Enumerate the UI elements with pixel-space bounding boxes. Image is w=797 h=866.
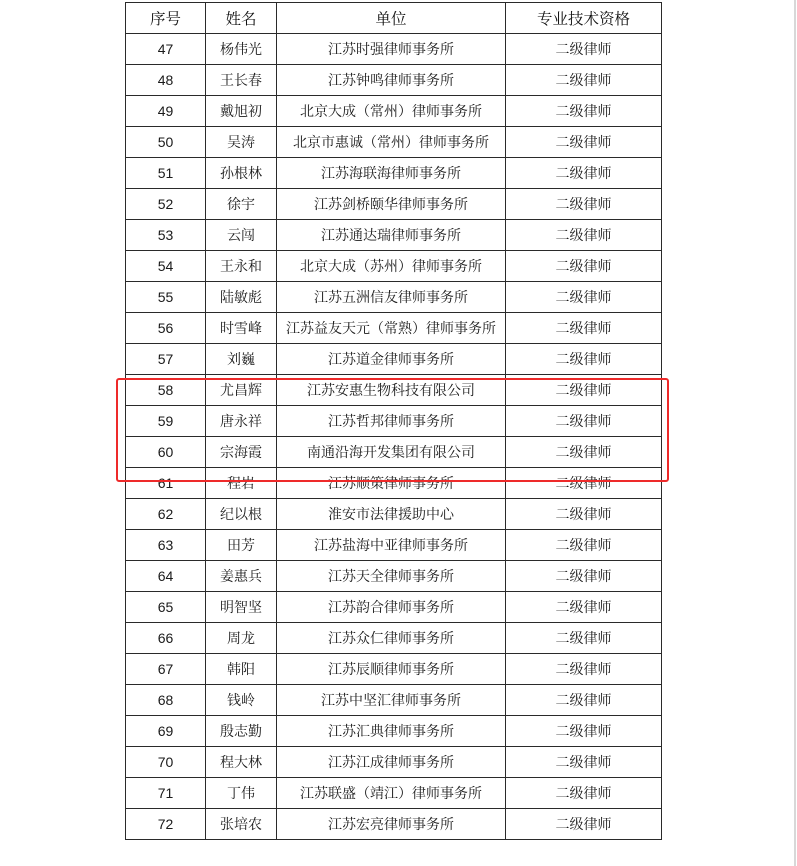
row-unit: 江苏顺策律师事务所 bbox=[277, 468, 506, 499]
row-qualification: 二级律师 bbox=[506, 406, 662, 437]
row-number: 70 bbox=[126, 747, 206, 778]
table-row bbox=[126, 251, 662, 282]
row-qualification: 二级律师 bbox=[506, 158, 662, 189]
row-number: 56 bbox=[126, 313, 206, 344]
table-row bbox=[126, 96, 662, 127]
row-qualification: 二级律师 bbox=[506, 65, 662, 96]
row-name: 刘巍 bbox=[206, 344, 277, 375]
row-name: 张培农 bbox=[206, 809, 277, 840]
row-qualification: 二级律师 bbox=[506, 344, 662, 375]
table-row bbox=[126, 220, 662, 251]
row-number: 61 bbox=[126, 468, 206, 499]
row-name: 吴涛 bbox=[206, 127, 277, 158]
row-unit: 江苏天全律师事务所 bbox=[277, 561, 506, 592]
row-unit: 江苏益友天元（常熟）律师事务所 bbox=[277, 313, 506, 344]
row-number: 48 bbox=[126, 65, 206, 96]
row-name: 宗海霞 bbox=[206, 437, 277, 468]
row-number: 65 bbox=[126, 592, 206, 623]
roster-table bbox=[125, 2, 662, 840]
table-row bbox=[126, 437, 662, 468]
row-qualification: 二级律师 bbox=[506, 468, 662, 499]
row-unit: 北京大成（苏州）律师事务所 bbox=[277, 251, 506, 282]
row-number: 50 bbox=[126, 127, 206, 158]
row-name: 杨伟光 bbox=[206, 34, 277, 65]
header-unit: 单位 bbox=[277, 3, 506, 34]
header-number: 序号 bbox=[126, 3, 206, 34]
row-unit: 江苏中坚汇律师事务所 bbox=[277, 685, 506, 716]
header-qualification: 专业技术资格 bbox=[506, 3, 662, 34]
row-qualification: 二级律师 bbox=[506, 561, 662, 592]
row-name: 陆敏彪 bbox=[206, 282, 277, 313]
row-qualification: 二级律师 bbox=[506, 313, 662, 344]
row-unit: 江苏盐海中亚律师事务所 bbox=[277, 530, 506, 561]
row-qualification: 二级律师 bbox=[506, 623, 662, 654]
row-number: 63 bbox=[126, 530, 206, 561]
row-qualification: 二级律师 bbox=[506, 251, 662, 282]
row-name: 王长春 bbox=[206, 65, 277, 96]
row-qualification: 二级律师 bbox=[506, 282, 662, 313]
row-number: 49 bbox=[126, 96, 206, 127]
row-number: 54 bbox=[126, 251, 206, 282]
row-qualification: 二级律师 bbox=[506, 220, 662, 251]
row-qualification: 二级律师 bbox=[506, 530, 662, 561]
row-qualification: 二级律师 bbox=[506, 747, 662, 778]
table-row bbox=[126, 282, 662, 313]
row-number: 59 bbox=[126, 406, 206, 437]
table-row bbox=[126, 623, 662, 654]
row-name: 王永和 bbox=[206, 251, 277, 282]
table-row bbox=[126, 127, 662, 158]
row-qualification: 二级律师 bbox=[506, 189, 662, 220]
row-number: 51 bbox=[126, 158, 206, 189]
table-row bbox=[126, 809, 662, 840]
row-qualification: 二级律师 bbox=[506, 592, 662, 623]
row-number: 60 bbox=[126, 437, 206, 468]
row-name: 姜惠兵 bbox=[206, 561, 277, 592]
row-number: 72 bbox=[126, 809, 206, 840]
table-row bbox=[126, 716, 662, 747]
row-unit: 江苏时强律师事务所 bbox=[277, 34, 506, 65]
row-unit: 江苏安惠生物科技有限公司 bbox=[277, 375, 506, 406]
row-number: 66 bbox=[126, 623, 206, 654]
table-row bbox=[126, 406, 662, 437]
row-unit: 江苏通达瑞律师事务所 bbox=[277, 220, 506, 251]
row-name: 时雪峰 bbox=[206, 313, 277, 344]
row-qualification: 二级律师 bbox=[506, 499, 662, 530]
table-row bbox=[126, 778, 662, 809]
row-qualification: 二级律师 bbox=[506, 34, 662, 65]
row-qualification: 二级律师 bbox=[506, 809, 662, 840]
row-unit: 北京市惠诚（常州）律师事务所 bbox=[277, 127, 506, 158]
row-name: 田芳 bbox=[206, 530, 277, 561]
row-qualification: 二级律师 bbox=[506, 437, 662, 468]
row-number: 69 bbox=[126, 716, 206, 747]
row-unit: 江苏汇典律师事务所 bbox=[277, 716, 506, 747]
row-qualification: 二级律师 bbox=[506, 654, 662, 685]
row-number: 55 bbox=[126, 282, 206, 313]
table-row bbox=[126, 65, 662, 96]
row-name: 韩阳 bbox=[206, 654, 277, 685]
row-name: 程岩 bbox=[206, 468, 277, 499]
row-unit: 江苏五洲信友律师事务所 bbox=[277, 282, 506, 313]
row-name: 唐永祥 bbox=[206, 406, 277, 437]
row-number: 47 bbox=[126, 34, 206, 65]
row-number: 57 bbox=[126, 344, 206, 375]
row-unit: 江苏宏亮律师事务所 bbox=[277, 809, 506, 840]
row-name: 周龙 bbox=[206, 623, 277, 654]
row-unit: 江苏剑桥颐华律师事务所 bbox=[277, 189, 506, 220]
row-unit: 江苏海联海律师事务所 bbox=[277, 158, 506, 189]
row-name: 丁伟 bbox=[206, 778, 277, 809]
row-name: 程大林 bbox=[206, 747, 277, 778]
row-number: 64 bbox=[126, 561, 206, 592]
row-number: 68 bbox=[126, 685, 206, 716]
row-name: 钱岭 bbox=[206, 685, 277, 716]
row-unit: 淮安市法律援助中心 bbox=[277, 499, 506, 530]
table-row bbox=[126, 530, 662, 561]
row-unit: 北京大成（常州）律师事务所 bbox=[277, 96, 506, 127]
table-row bbox=[126, 561, 662, 592]
row-qualification: 二级律师 bbox=[506, 96, 662, 127]
row-name: 纪以根 bbox=[206, 499, 277, 530]
table-row bbox=[126, 592, 662, 623]
table-row bbox=[126, 468, 662, 499]
page-edge bbox=[794, 0, 796, 866]
header-name: 姓名 bbox=[206, 3, 277, 34]
row-unit: 江苏道金律师事务所 bbox=[277, 344, 506, 375]
row-unit: 江苏辰顺律师事务所 bbox=[277, 654, 506, 685]
row-unit: 江苏联盛（靖江）律师事务所 bbox=[277, 778, 506, 809]
row-qualification: 二级律师 bbox=[506, 778, 662, 809]
row-name: 明智坚 bbox=[206, 592, 277, 623]
table-row bbox=[126, 375, 662, 406]
row-number: 58 bbox=[126, 375, 206, 406]
row-name: 尤昌辉 bbox=[206, 375, 277, 406]
header-row bbox=[126, 3, 662, 34]
table-row bbox=[126, 344, 662, 375]
table-row bbox=[126, 685, 662, 716]
table-row bbox=[126, 313, 662, 344]
row-unit: 江苏哲邦律师事务所 bbox=[277, 406, 506, 437]
row-qualification: 二级律师 bbox=[506, 716, 662, 747]
row-name: 云闯 bbox=[206, 220, 277, 251]
row-number: 53 bbox=[126, 220, 206, 251]
row-name: 徐宇 bbox=[206, 189, 277, 220]
table-row bbox=[126, 158, 662, 189]
table-row bbox=[126, 747, 662, 778]
table-row bbox=[126, 189, 662, 220]
row-qualification: 二级律师 bbox=[506, 685, 662, 716]
row-name: 戴旭初 bbox=[206, 96, 277, 127]
row-name: 孙根林 bbox=[206, 158, 277, 189]
row-number: 71 bbox=[126, 778, 206, 809]
row-name: 殷志勤 bbox=[206, 716, 277, 747]
row-number: 67 bbox=[126, 654, 206, 685]
row-number: 52 bbox=[126, 189, 206, 220]
row-unit: 江苏众仁律师事务所 bbox=[277, 623, 506, 654]
table-row bbox=[126, 654, 662, 685]
table-row bbox=[126, 34, 662, 65]
table-row bbox=[126, 499, 662, 530]
row-unit: 江苏江成律师事务所 bbox=[277, 747, 506, 778]
row-number: 62 bbox=[126, 499, 206, 530]
row-unit: 江苏韵合律师事务所 bbox=[277, 592, 506, 623]
row-qualification: 二级律师 bbox=[506, 375, 662, 406]
row-unit: 江苏钟鸣律师事务所 bbox=[277, 65, 506, 96]
row-unit: 南通沿海开发集团有限公司 bbox=[277, 437, 506, 468]
row-qualification: 二级律师 bbox=[506, 127, 662, 158]
